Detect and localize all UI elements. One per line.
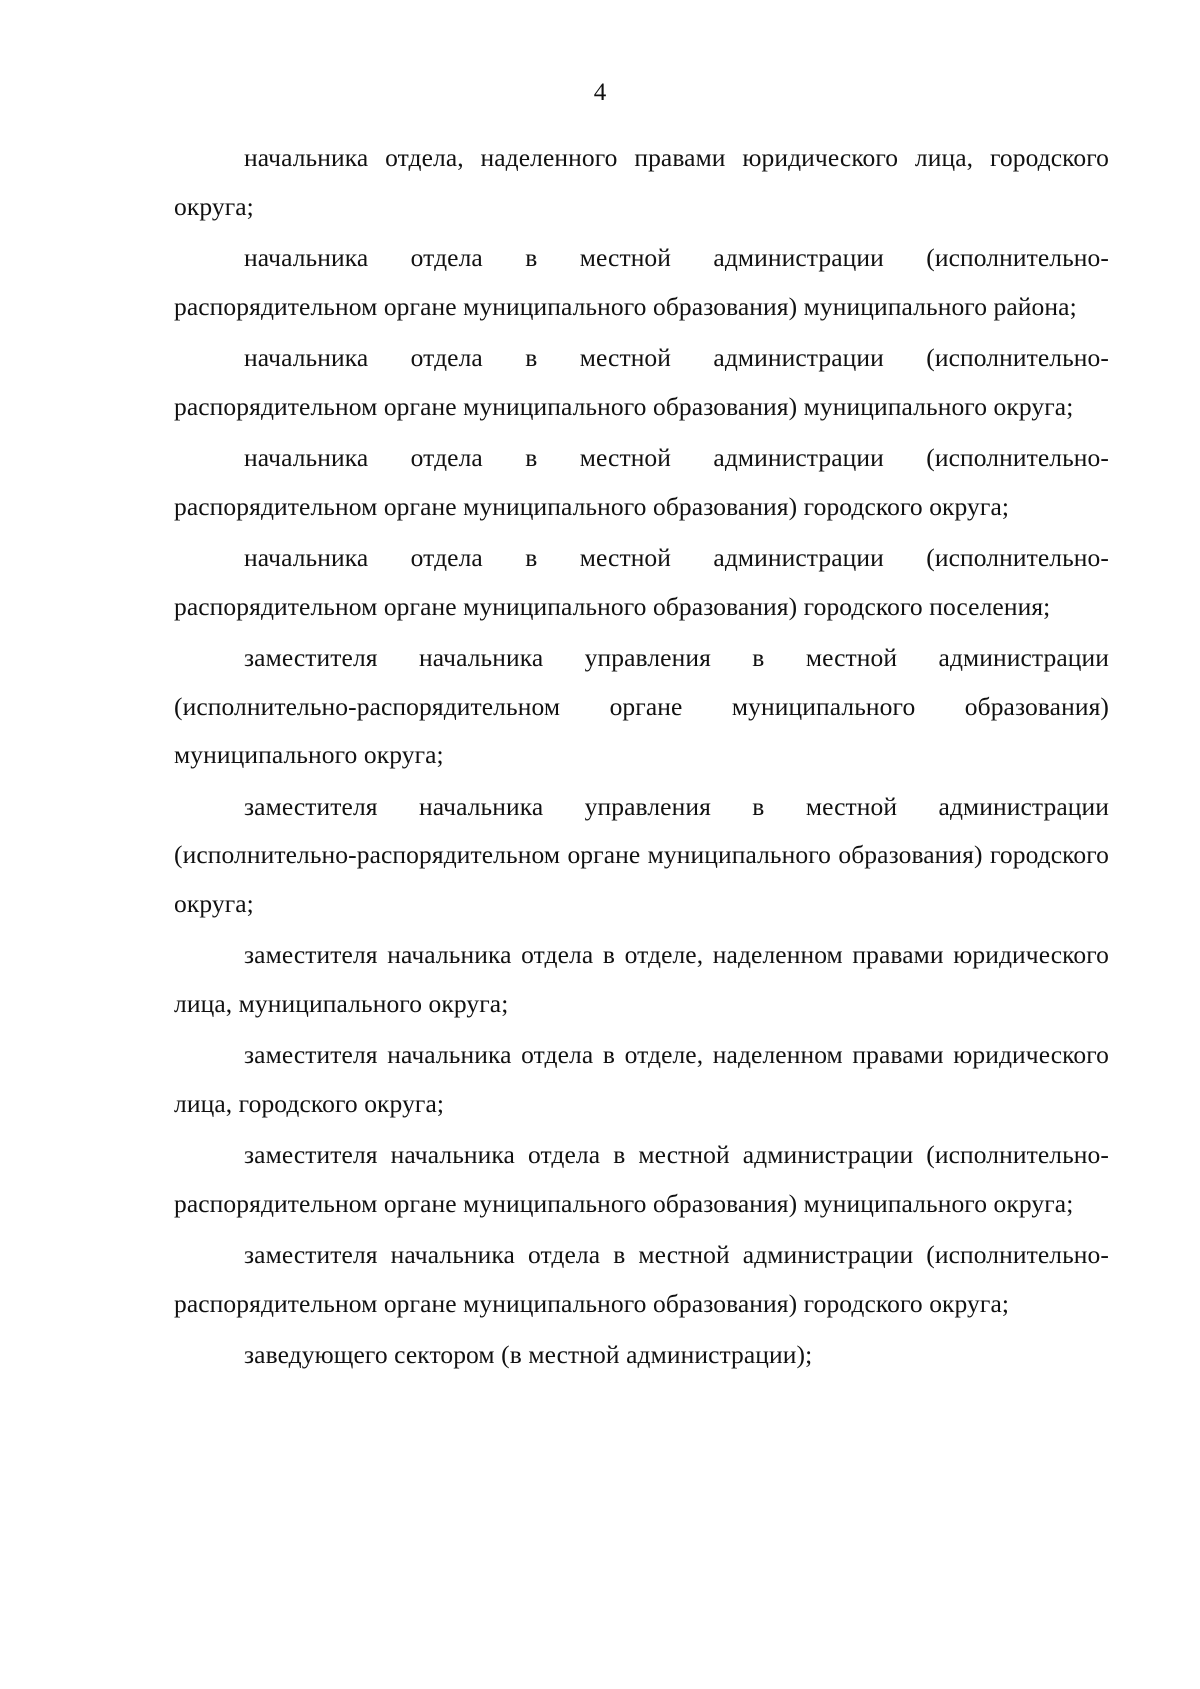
document-body: [174, 134, 1109, 1383]
list-item: заместителя начальника отдела в отделе, наделенном правами юридического лица, муниципального округа;: [174, 940, 1109, 1018]
list-item: заместителя начальника отдела в местной администрации (исполнительно-распорядительном органе муниципального образования) городского округа;: [174, 1240, 1109, 1318]
list-item: начальника отдела в местной администрации (исполнительно-распорядительном органе муниципального образования) городского поселения;: [174, 543, 1109, 621]
list-item: заместителя начальника управления в местной администрации (исполнительно-распорядительном органе муниципального образования) городского округа;: [174, 791, 1109, 918]
list-item: заместителя начальника отдела в отделе, наделенном правами юридического лица, городского округа;: [174, 1040, 1109, 1118]
list-item: начальника отдела в местной администрации (исполнительно-распорядительном органе муниципального образования) городского округа;: [174, 443, 1109, 521]
page-number: 4: [593, 79, 607, 106]
list-item: заведующего сектором (в местной администрации);: [244, 1340, 813, 1369]
list-item: начальника отдела, наделенного правами юридического лица, городского округа;: [174, 143, 1109, 221]
list-item: заместителя начальника отдела в местной администрации (исполнительно-распорядительном органе муниципального образования) муниципального округа;: [174, 1140, 1109, 1218]
list-item: заместителя начальника управления в местной администрации (исполнительно-распорядительном органе муниципального образования) муниципального округа;: [174, 643, 1109, 769]
list-item: начальника отдела в местной администрации (исполнительно-распорядительном органе муниципального образования) муниципального района;: [174, 243, 1109, 321]
list-item: начальника отдела в местной администрации (исполнительно-распорядительном органе муниципального образования) муниципального округа;: [174, 343, 1109, 421]
